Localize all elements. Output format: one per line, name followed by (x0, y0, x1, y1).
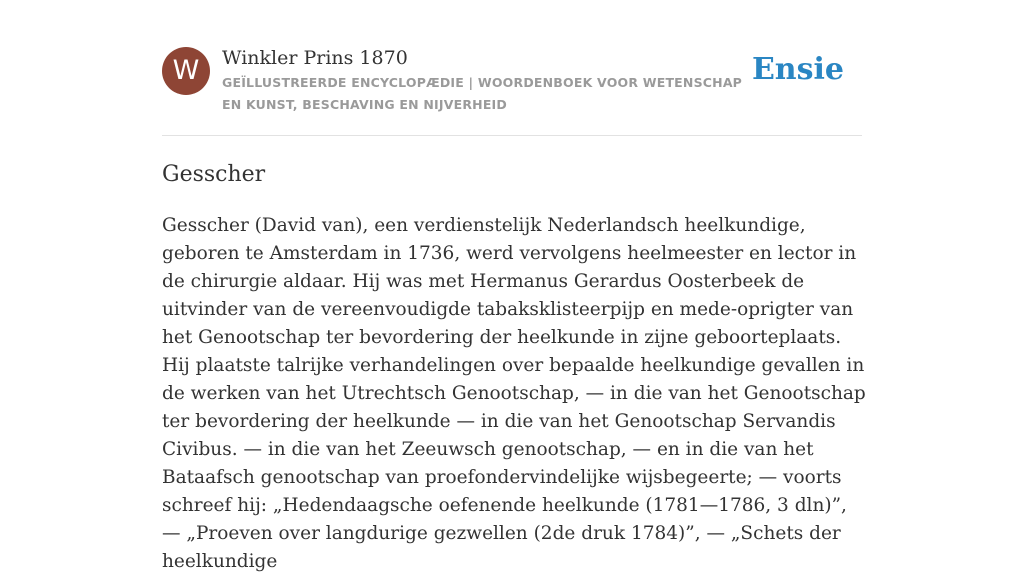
source-subtitle: GEÏLLUSTREERDE ENCYCLOPÆDIE | WOORDENBOEK VOOR WETENSCHAP EN KUNST, BESCHAVING EN NIJVERHEID (222, 75, 743, 112)
entry-title: Gesscher (162, 162, 266, 187)
header-divider (162, 135, 862, 136)
source-avatar[interactable]: W (162, 47, 210, 95)
ensie-logo-link[interactable]: Ensie (751, 52, 844, 87)
entry-body-text: Gesscher (David van), een verdienstelijk Nederlandsch heelkundige, geboren te Amsterdam in 1736, werd vervolgens heelmeester en lector in de chirurgie aldaar. Hij was met Hermanus Gerardus Oosterbeek de uitvinder van de vereenvoudigde tabaksklisteerpijp en mede-oprigter van het Genootschap ter bevordering der heelkunde in zijne geboorteplaats. Hij plaatste talrijke verhandelingen over bepaalde heelkundige gevallen in de werken van het Utrechtsch Genootschap, — in die van het Genootschap ter bevordering der heelkunde — in die van het Genootschap Servandis Civibus. — in die van het Zeeuwsch genootschap, — en in die van het Bataafsch genootschap van proefondervindelijke wijsbegeerte; — voorts schreef hij: „Hedendaagsche oefenende heelkunde (1781—1786, 3 dln)”, — „Proeven over langdurige gezwellen (2de druk 1784)”, — „Schets der heelkundige (162, 215, 866, 572)
source-title-link[interactable]: Winkler Prins 1870 (222, 47, 408, 69)
source-header (162, 46, 862, 136)
